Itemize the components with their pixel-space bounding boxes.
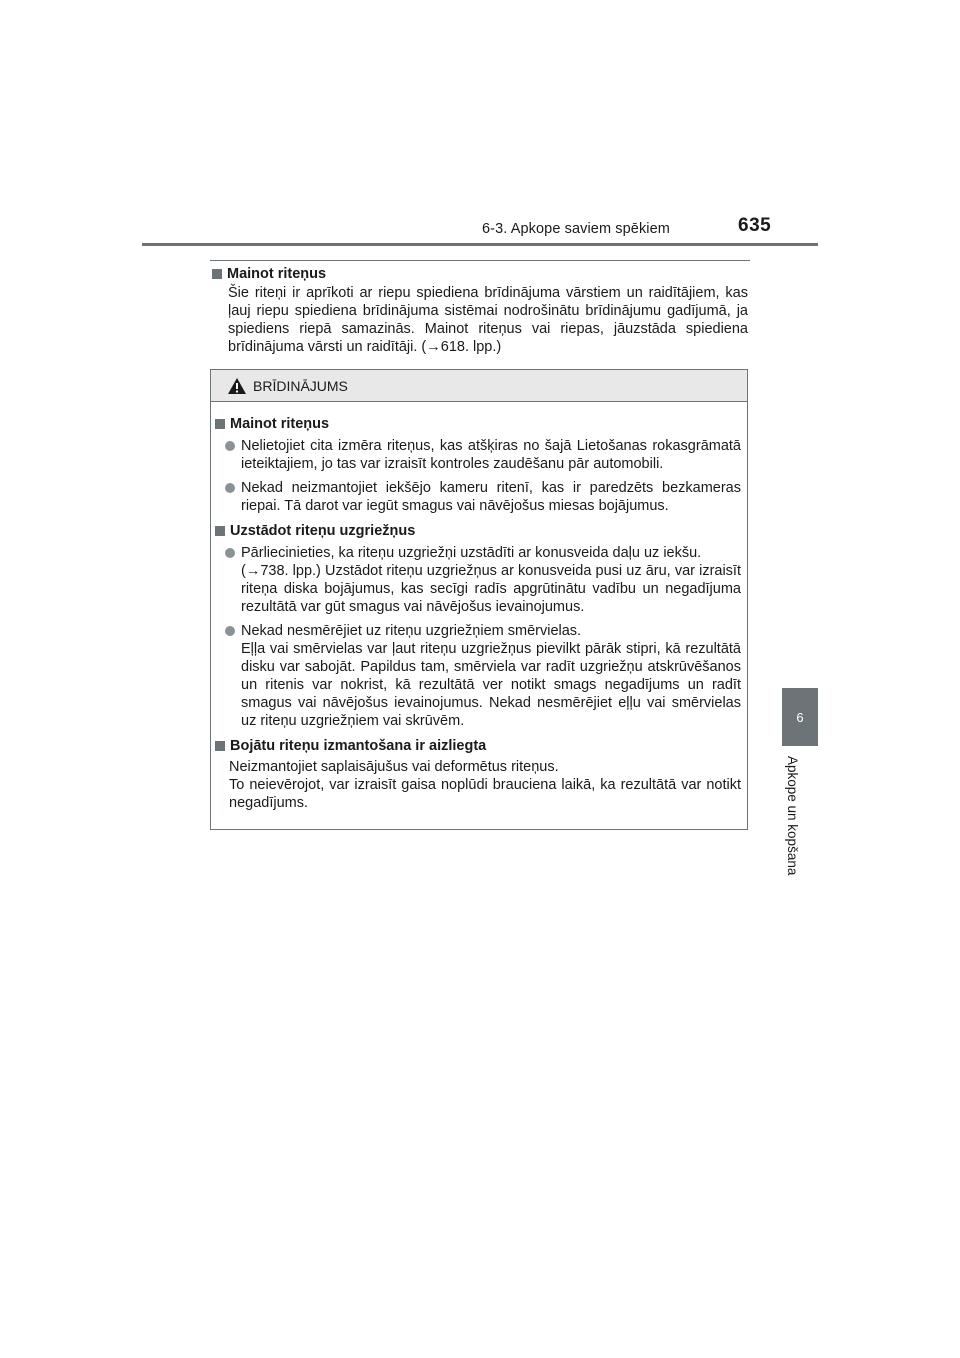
bullet-dot-icon: [225, 626, 235, 636]
paragraph-line: Neizmantojiet saplaisājušus vai deformētus riteņus.: [229, 759, 559, 775]
warning-header: [211, 370, 747, 402]
page-number: 635: [738, 215, 772, 236]
list-item: [213, 544, 741, 616]
bullet-dot-icon: [225, 483, 235, 493]
list-item-text: [241, 622, 741, 730]
list-item-line: Nekad nesmērējiet uz riteņu uzgriežņiem smērvielas.: [241, 623, 582, 639]
warning-section-heading: [213, 521, 741, 541]
list-item-text: [241, 544, 741, 616]
square-bullet-icon: [215, 419, 225, 429]
intro-section: [210, 264, 748, 356]
intro-text: Šie riteņi ir aprīkoti ar riepu spiediena brīdinājuma vārstiem un raidītājiem, kas ļauj riepu spiediena brīdinājuma sistēmai nodrošinātu brīdinājumu gadījumā, ja spiediens riepā samazinās. Mainot riteņus vai riepas, jāuzstāda spiediena brīdinājuma vārsti un raidītāji. (→618. lpp.): [228, 285, 748, 355]
warning-triangle-icon: [227, 377, 247, 395]
warning-section-title: Mainot riteņus: [230, 416, 330, 432]
intro-heading: [210, 264, 748, 284]
list-item-text: Nelietojiet cita izmēra riteņus, kas atšķiras no šajā Lietošanas rokasgrāmatā ieteiktajiem, jo tas var izraisīt kontroles zaudēšanu pār automobili.: [241, 438, 741, 472]
chapter-label: Apkope un kopšana: [785, 756, 800, 876]
warning-section-title: Bojātu riteņu izmantošana ir aizliegta: [230, 738, 487, 754]
list-item-text: Nekad neizmantojiet iekšējo kameru ritenī, kas ir paredzēts bezkameras riepai. Tā darot var iegūt smagus vai nāvējošus miesas bojājumus.: [241, 480, 741, 514]
square-bullet-icon: [215, 741, 225, 751]
bullet-dot-icon: [225, 441, 235, 451]
warning-section-heading: [213, 736, 741, 756]
chapter-tab: [782, 688, 818, 746]
section-title: 6-3. Apkope saviem spēkiem: [482, 221, 670, 237]
paragraph-line: To neievērojot, var izraisīt gaisa noplūdi brauciena laikā, ka rezultātā var notikt negadījums.: [229, 777, 741, 811]
list-item-line: (→738. lpp.) Uzstādot riteņu uzgriežņus ar konusveida pusi uz āru, var izraisīt riteņa diska bojājumus, kas secīgi radīs apgrūtinātu vadību un negadījuma rezultātā var gūt smagus vai nāvējošus ievainojumus.: [241, 563, 741, 615]
list-item-line: Pārliecinieties, ka riteņu uzgriežņi uzstādīti ar konusveida daļu uz iekšu.: [241, 545, 702, 561]
warning-box: [210, 369, 748, 830]
warning-paragraph: [213, 758, 741, 812]
list-item: [213, 479, 741, 515]
list-item: [213, 622, 741, 730]
content-rule: [210, 260, 750, 261]
list-item-line: Eļļa vai smērvielas var ļaut riteņu uzgriežņus pievilkt pārāk stipri, kā rezultātā disku var sabojāt. Papildus tam, smērviela var radīt uzgriežņu atskrūvēšanos un ritenis var nokrist, kā rezultātā ver notikt smags negadījums un radīt smagus vai nāvējošus ievainojumus. Nekad nesmērējiet eļļu vai smērvielas uz riteņu uzgriežņiem vai skrūvēm.: [241, 641, 741, 729]
list-item: [213, 437, 741, 473]
square-bullet-icon: [212, 269, 222, 279]
warning-section-heading: [213, 414, 741, 434]
square-bullet-icon: [215, 526, 225, 536]
intro-title: Mainot riteņus: [227, 266, 327, 282]
warning-label: BRĪDINĀJUMS: [253, 377, 348, 394]
header-rule: [142, 243, 818, 246]
bullet-dot-icon: [225, 548, 235, 558]
chapter-number: 6: [796, 709, 804, 725]
warning-body: [211, 402, 747, 812]
warning-section-title: Uzstādot riteņu uzgriežņus: [230, 523, 416, 539]
